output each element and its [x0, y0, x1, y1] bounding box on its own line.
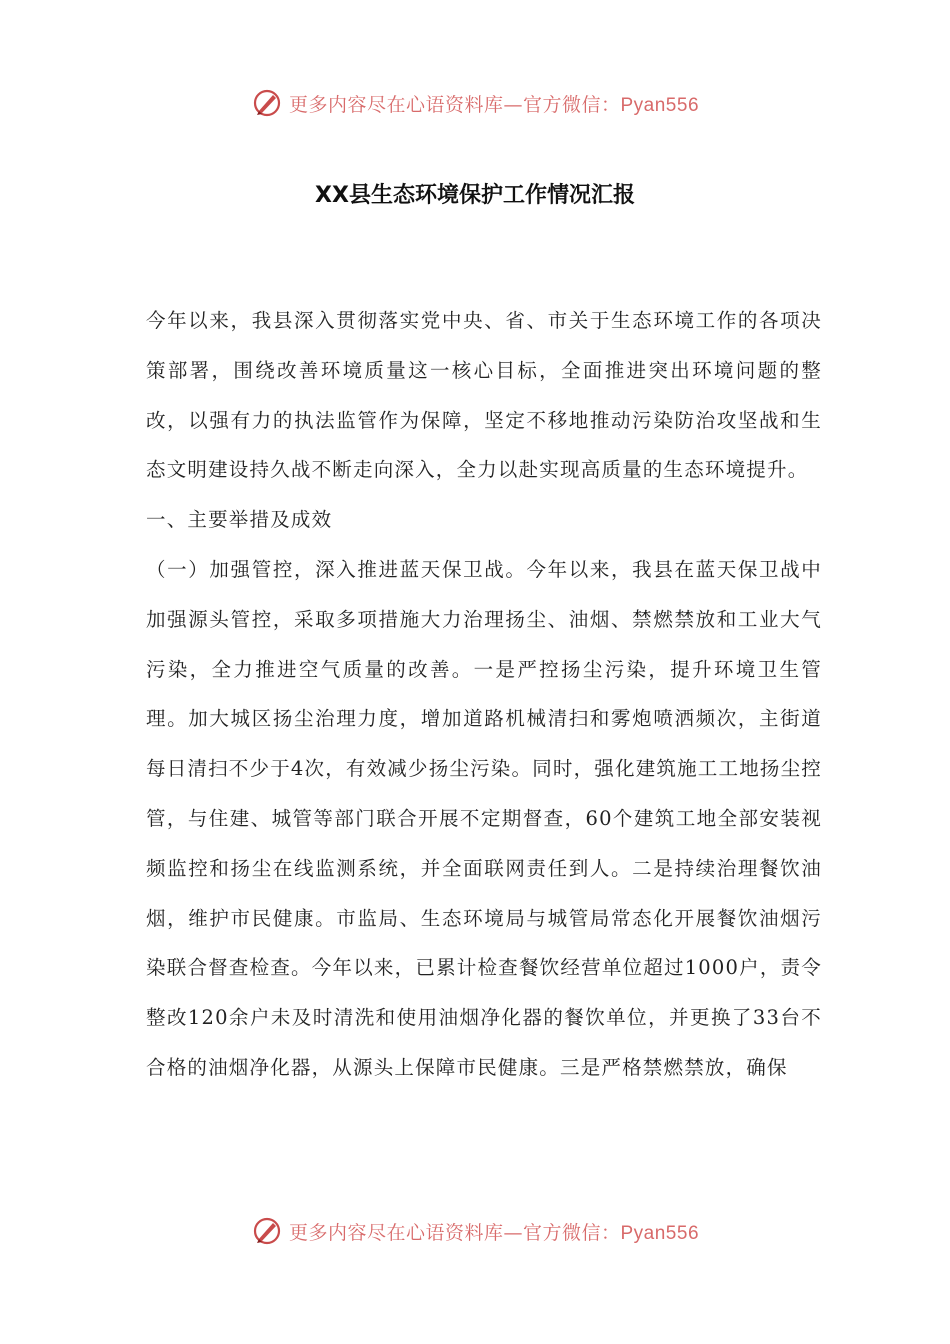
document-body	[146, 296, 822, 1093]
section-heading: 一、主要举措及成效	[146, 508, 333, 532]
paragraph: 今年以来，我县深入贯彻落实党中央、省、市关于生态环境工作的各项决策部署，围绕改善环境质量这一核心目标，全面推进突出环境问题的整改，以强有力的执法监管作为保障，坚定不移地推动污染防治攻坚战和生态文明建设持久战不断走向深入，全力以赴实现高质量的生态环境提升。	[146, 309, 822, 482]
header-banner	[0, 83, 950, 123]
document-title: XX县生态环境保护工作情况汇报	[315, 183, 635, 208]
pen-circle-logo-icon	[251, 1215, 283, 1247]
paragraph: （一）加强管控，深入推进蓝天保卫战。今年以来，我县在蓝天保卫战中加强源头管控，采取多项措施大力治理扬尘、油烟、禁燃禁放和工业大气污染，全力推进空气质量的改善。一是严控扬尘污染，提升环境卫生管理。加大城区扬尘治理力度，增加道路机械清扫和雾炮喷洒频次，主街道每日清扫不少于4次，有效减少扬尘污染。同时，强化建筑施工工地扬尘控管，与住建、城管等部门联合开展不定期督查，60个建筑工地全部安装视频监控和扬尘在线监测系统，并全面联网责任到人。二是持续治理餐饮油烟，维护市民健康。市监局、生态环境局与城管局常态化开展餐饮油烟污染联合督查检查。今年以来，已累计检查餐饮经营单位超过1000户，责令整改120余户未及时清洗和使用油烟净化器的餐饮单位，并更换了33台不合格的油烟净化器，从源头上保障市民健康。三是严格禁燃禁放，确保	[146, 557, 823, 1079]
banner-text: 更多内容尽在心语资料库—官方微信：Pyan556	[288, 1221, 700, 1244]
banner-text: 更多内容尽在心语资料库—官方微信：Pyan556	[288, 93, 700, 116]
wechat-id: Pyan556	[620, 94, 700, 116]
wechat-id: Pyan556	[620, 1222, 700, 1244]
pen-circle-logo-icon	[251, 87, 283, 119]
footer-banner	[0, 1211, 950, 1251]
